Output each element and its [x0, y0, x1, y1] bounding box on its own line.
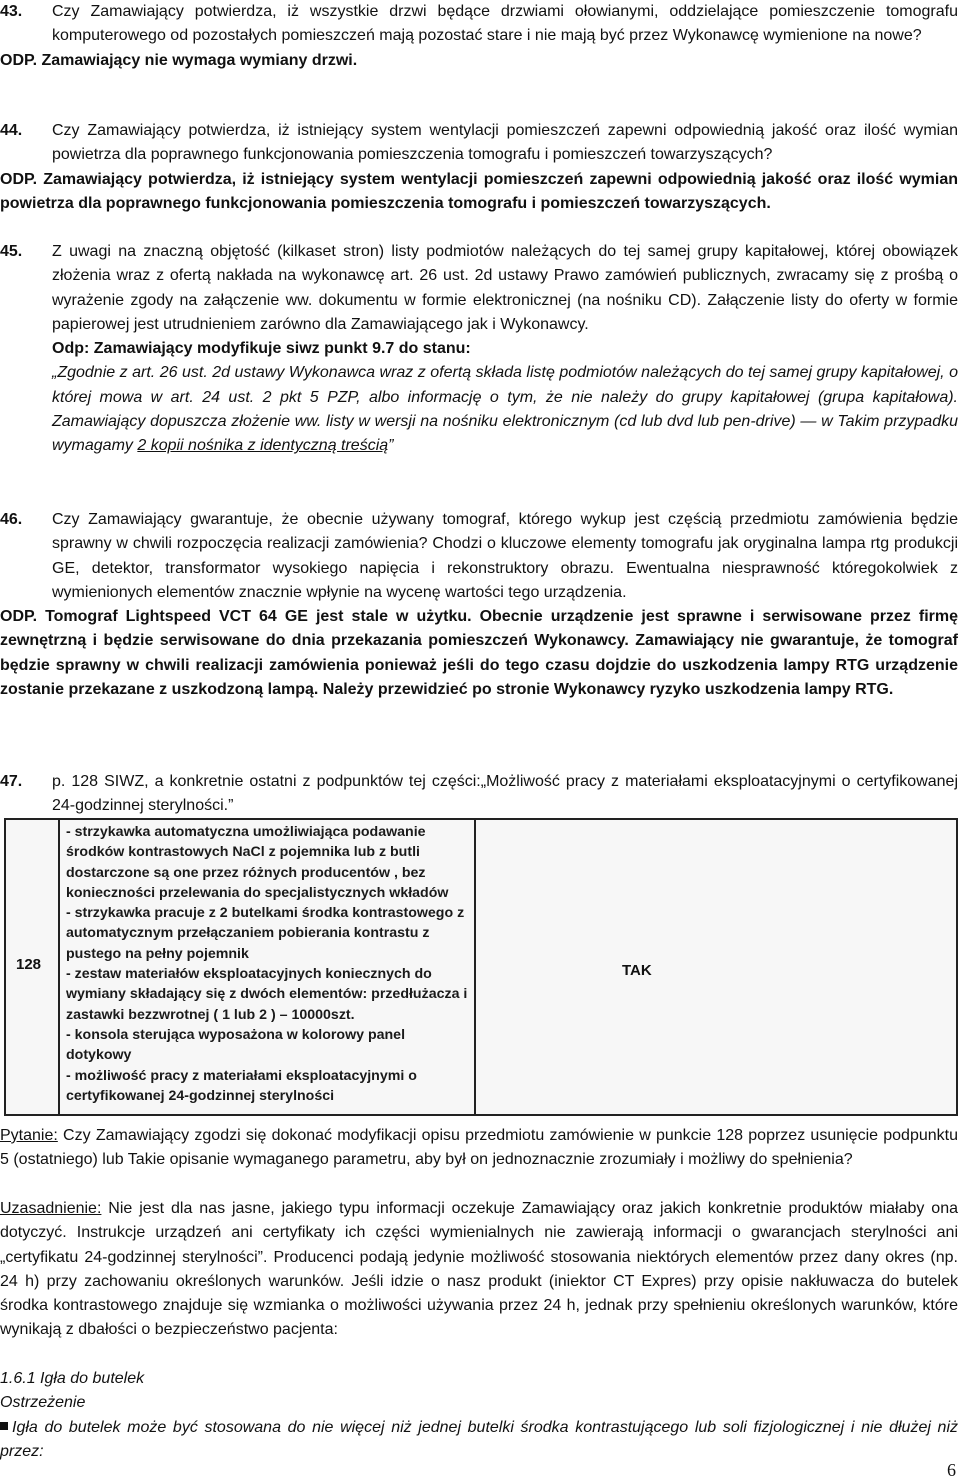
table-row-number-cell — [6, 820, 60, 1114]
answer-text: ODP. Tomograf Lightspeed VCT 64 GE jest stale w użytku. Obecnie urządzenie jest sprawne i serwisowane przez firmę zewnętrzną i będzie serwisowane do dnia przekazania pomieszczeń Wykonawcy. Zamawiający nie gwarantuje, że tomograf będzie sprawny w chwili realizacji zamówienia ponieważ jeśli do tego czasu dojdzie do uszkodzenia lampy RTG urządzenie zostanie przekazane z uszkodzoną lampą. Należy przewidzieć po stronie Wykonawcy ryzyko uszkodzenia lampy RTG. — [0, 608, 958, 699]
manual-quote — [0, 1367, 958, 1464]
table-description-cell — [60, 820, 476, 1114]
question-text: Z uwagi na znaczną objętość (kilkaset stron) listy podmiotów należących do tej samej grupy kapitałowej, której obowiązek złożenia wraz z ofertą nakłada na wykonawcę art. 26 ust. 2d ustawy Prawo zamówień publicznych, zwracamy się z prośbą o wyrażenie zgody na załączenie ww. dokumentu w formie elektronicznej (na nośniku CD). Załączenie listy do oferty w formie papierowej jest utrudnieniem zarówno dla Zamawiającego jak i Wykonawcy. — [52, 243, 958, 333]
question-number: 44. — [0, 122, 23, 139]
table-item: - strzykawka automatyczna umożliwiająca podawanie środków kontrastowych NaCl z pojemnika lub z butli dostarczone są one przez różnych producentów , bez konieczności przelewania do specjalistycznych wkładów — [66, 824, 449, 901]
siwz-table-excerpt — [4, 818, 958, 1116]
question-47 — [0, 770, 958, 819]
answer-label: Odp: Zamawiający modyfikuje siwz punkt 9.7 do stanu: — [52, 340, 471, 358]
question-number: 43. — [0, 3, 23, 20]
table-answer: TAK — [622, 962, 652, 979]
question-text: Czy Zamawiający potwierdza, iż istniejący system wentylacji pomieszczeń zapewni odpowiednią jakość oraz ilość wymian powietrza dla poprawnego funkcjonowania pomieszczenia tomografu i pomieszczeń towarzyszących? — [52, 122, 958, 164]
table-row-number: 128 — [16, 956, 42, 973]
justification-label: Uzasadnienie: — [0, 1200, 102, 1217]
question-label: Pytanie: — [0, 1127, 58, 1144]
question-text: p. 128 SIWZ, a konkretnie ostatni z podpunktów tej części:„Możliwość pracy z materiałami eksploatacyjnymi o certyfikowanej 24-godzinnej sterylności.” — [52, 773, 958, 815]
question-text: Czy Zamawiający potwierdza, iż wszystkie drzwi będące drzwiami ołowianymi, oddzielające pomieszczenie tomografu komputerowego od pozostałych pomieszczeń mają pozostać stare i nie mają być przez Wykonawcę wymienione na nowe? — [52, 3, 958, 45]
answer-underlined: 2 kopii nośnika z identyczną treścią — [137, 437, 389, 455]
quote-bullet: Igła do butelek może być stosowana do nie więcej niż jednej butelki środka kontrastującego lub soli fizjologicznej i nie dłużej niż przez: — [0, 1418, 958, 1460]
answer-text: ODP. Zamawiający nie wymaga wymiany drzwi. — [0, 51, 358, 69]
question-number: 47. — [0, 773, 23, 790]
question-number: 45. — [0, 243, 23, 260]
justification-paragraph — [0, 1197, 958, 1343]
table-item: - możliwość pracy z materiałami eksploatacyjnymi o certyfikowanej 24-godzinnej sterylności — [66, 1067, 417, 1104]
justification-body: Nie jest dla nas jasne, jakiego typu informacji oczekuje Zamawiający oraz jakich konkretnie produktów miałaby ona dotyczyć. Instrukcje urządzeń ani certyfikaty ich części wymienialnych nie zawierają informacji o gwarancjach sterylności ani „certyfikatu 24-godzinnej sterylności”. Producenci podają jedynie możliwość stosowania niektórych elementów przez dany okres (np. 24 h) przy zachowaniu określonych warunków. Jeśli idzie o nasz produkt (iniektor CT Expres) przy opisie nakłuwacza do butelek środka kontrastowego znajduje się wzmianka o możliwości używania przez 24 h, jednak przy spełnieniu określonych warunków, które wynikają z dbałości o bezpieczeństwo pacjenta: — [0, 1200, 958, 1339]
question-46 — [0, 508, 958, 702]
page-number: 6 — [947, 1460, 956, 1480]
question-number: 46. — [0, 511, 23, 528]
question-43 — [0, 0, 958, 73]
quote-heading: 1.6.1 Igła do butelek — [0, 1370, 145, 1387]
table-answer-cell — [476, 820, 956, 1114]
square-bullet-icon — [0, 1422, 8, 1430]
quote-warning: Ostrzeżenie — [0, 1394, 86, 1412]
table-item: - zestaw materiałów eksploatacyjnych koniecznych do wymiany składający się z dwóch elementów: przedłużacza i zastawki bezzwrotnej ( 1 lub 2 ) – 10000szt. — [66, 966, 468, 1023]
answer-body: „Zgodnie z art. 26 ust. 2d ustawy Wykonawca wraz z ofertą składa listę podmiotów należących do tej samej grupy kapitałowej, o której mowa w art. 24 ust. 2 pkt 5 PZP, albo informację o tym, że nie należy do grupy kapitałowej (grupa kapitałowa). Zamawiający dopuszcza złożenie ww. listy w wersji na nośniku elektronicznym (cd lub dvd lub pen-drive) — w Takim przypadku wymagamy 2 kopii nośnika z identyczną treścią” — [52, 364, 958, 455]
question-45 — [0, 240, 958, 459]
question-body: Czy Zamawiający zgodzi się dokonać modyfikacji opisu przedmiotu zamówienie w punkcie 128 poprzez usunięcie podpunktu 5 (ostatniego) lub Takie opisanie wymaganego parametru, aby był on jednoznacznie zrozumiały i możliwy do spełnienia? — [0, 1127, 958, 1169]
answer-text: ODP. Zamawiający potwierdza, iż istniejący system wentylacji pomieszczeń zapewni odpowiednią jakość oraz ilość wymian powietrza dla poprawnego funkcjonowania pomieszczenia tomografu i pomieszczeń towarzyszących. — [0, 170, 958, 212]
question-paragraph — [0, 1124, 958, 1173]
question-44 — [0, 119, 958, 216]
table-item: - konsola sterująca wyposażona w kolorowy panel dotykowy — [66, 1026, 406, 1064]
table-item: - strzykawka pracuje z 2 butelkami środka kontrastowego z automatycznym przełączaniem pobierania kontrastu z pustego na pełny pojemnik — [66, 905, 465, 962]
question-text: Czy Zamawiający gwarantuje, że obecnie używany tomograf, którego wykup jest częścią przedmiotu zamówienia będzie sprawny w chwili rozpoczęcia realizacji zamówienia? Chodzi o kluczowe elementy tomografu jak oryginalna lampa rtg produkcji GE, detektor, transformator wysokiego napięcia i rekonstruktory obrazu. Ewentualna niesprawność któregokolwiek z wymienionych elementów znacznie wpłynie na wycenę wartości tego urządzenia. — [52, 511, 958, 601]
